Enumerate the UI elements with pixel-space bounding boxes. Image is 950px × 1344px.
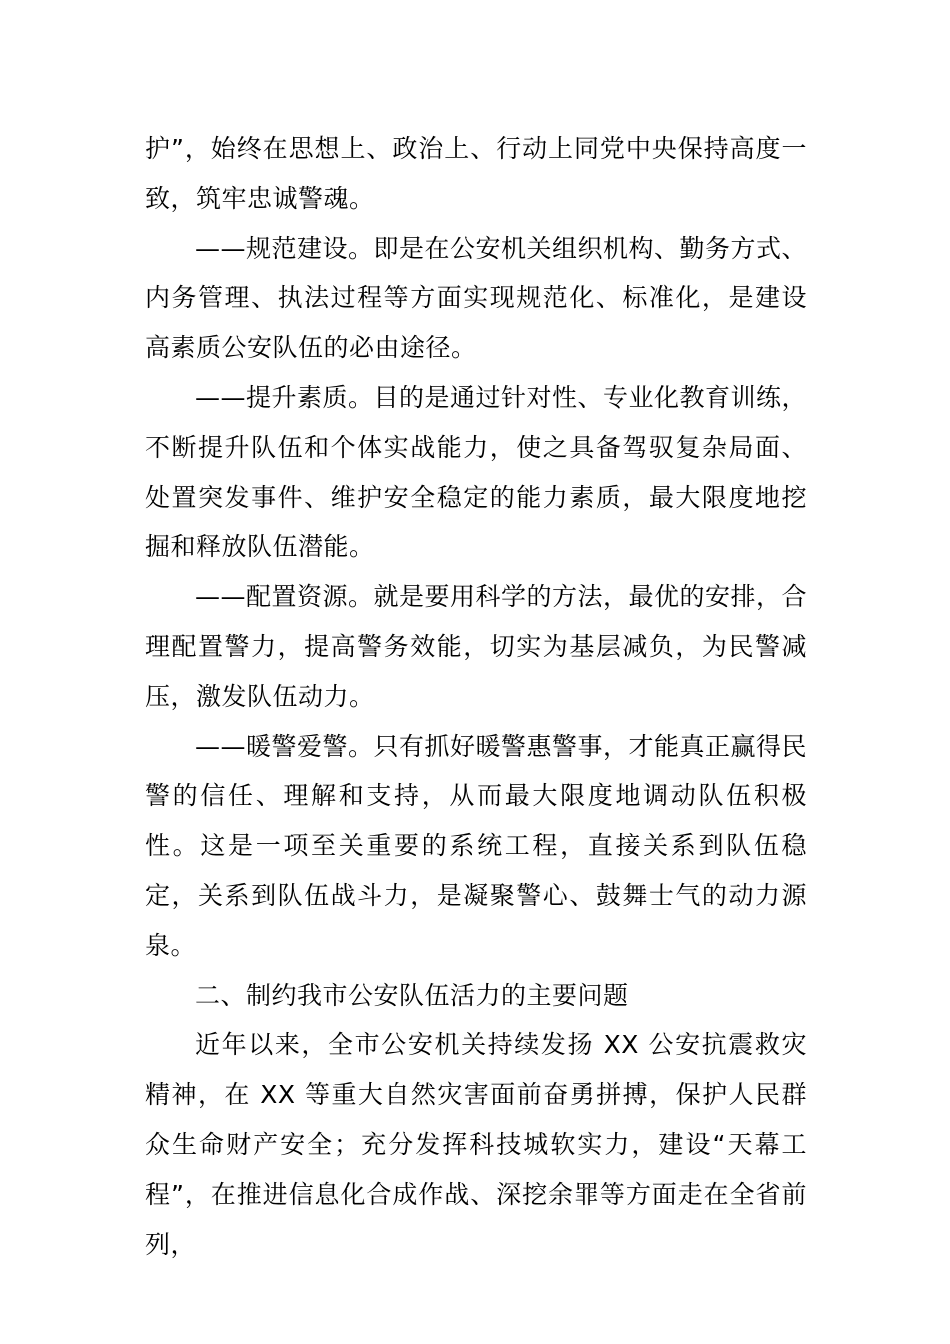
paragraph-care: ——暖警爱警。只有抓好暖警惠警事，才能真正赢得民警的信任、理解和支持，从而最大限度地调动队伍积极性。这是一项至关重要的系统工程，直接关系到队伍稳定，关系到队伍战斗力，是凝聚警心、鼓舞士气的动力源泉。 — [145, 731, 808, 960]
paragraph-recent-years: 近年以来，全市公安机关持续发扬 XX 公安抗震救灾精神，在 XX 等重大自然灾害面前奋勇拼搏，保护人民群众生命财产安全；充分发挥科技城软实力，建设“天幕工程”，在推进信息化合成作战、深挖余罪等方面走在全省前列， — [145, 1030, 807, 1259]
paragraph-quality: ——提升素质。目的是通过针对性、专业化教育训练，不断提升队伍和个体实战能力，使之具备驾驭复杂局面、处置突发事件、维护安全稳定的能力素质，最大限度地挖掘和释放队伍潜能。 — [145, 382, 808, 562]
body-text — [145, 124, 807, 1269]
paragraph-continuation: 护”，始终在思想上、政治上、行动上同党中央保持高度一致，筑牢忠诚警魂。 — [145, 134, 807, 213]
paragraph-resources: ——配置资源。就是要用科学的方法，最优的安排，合理配置警力，提高警务效能，切实为基层减负，为民警减压，激发队伍动力。 — [145, 582, 808, 711]
paragraph-standardization: ——规范建设。即是在公安机关组织机构、勤务方式、内务管理、执法过程等方面实现规范化、标准化，是建设高素质公安队伍的必由途径。 — [145, 233, 808, 363]
section-heading: 二、制约我市公安队伍活力的主要问题 — [195, 980, 629, 1010]
